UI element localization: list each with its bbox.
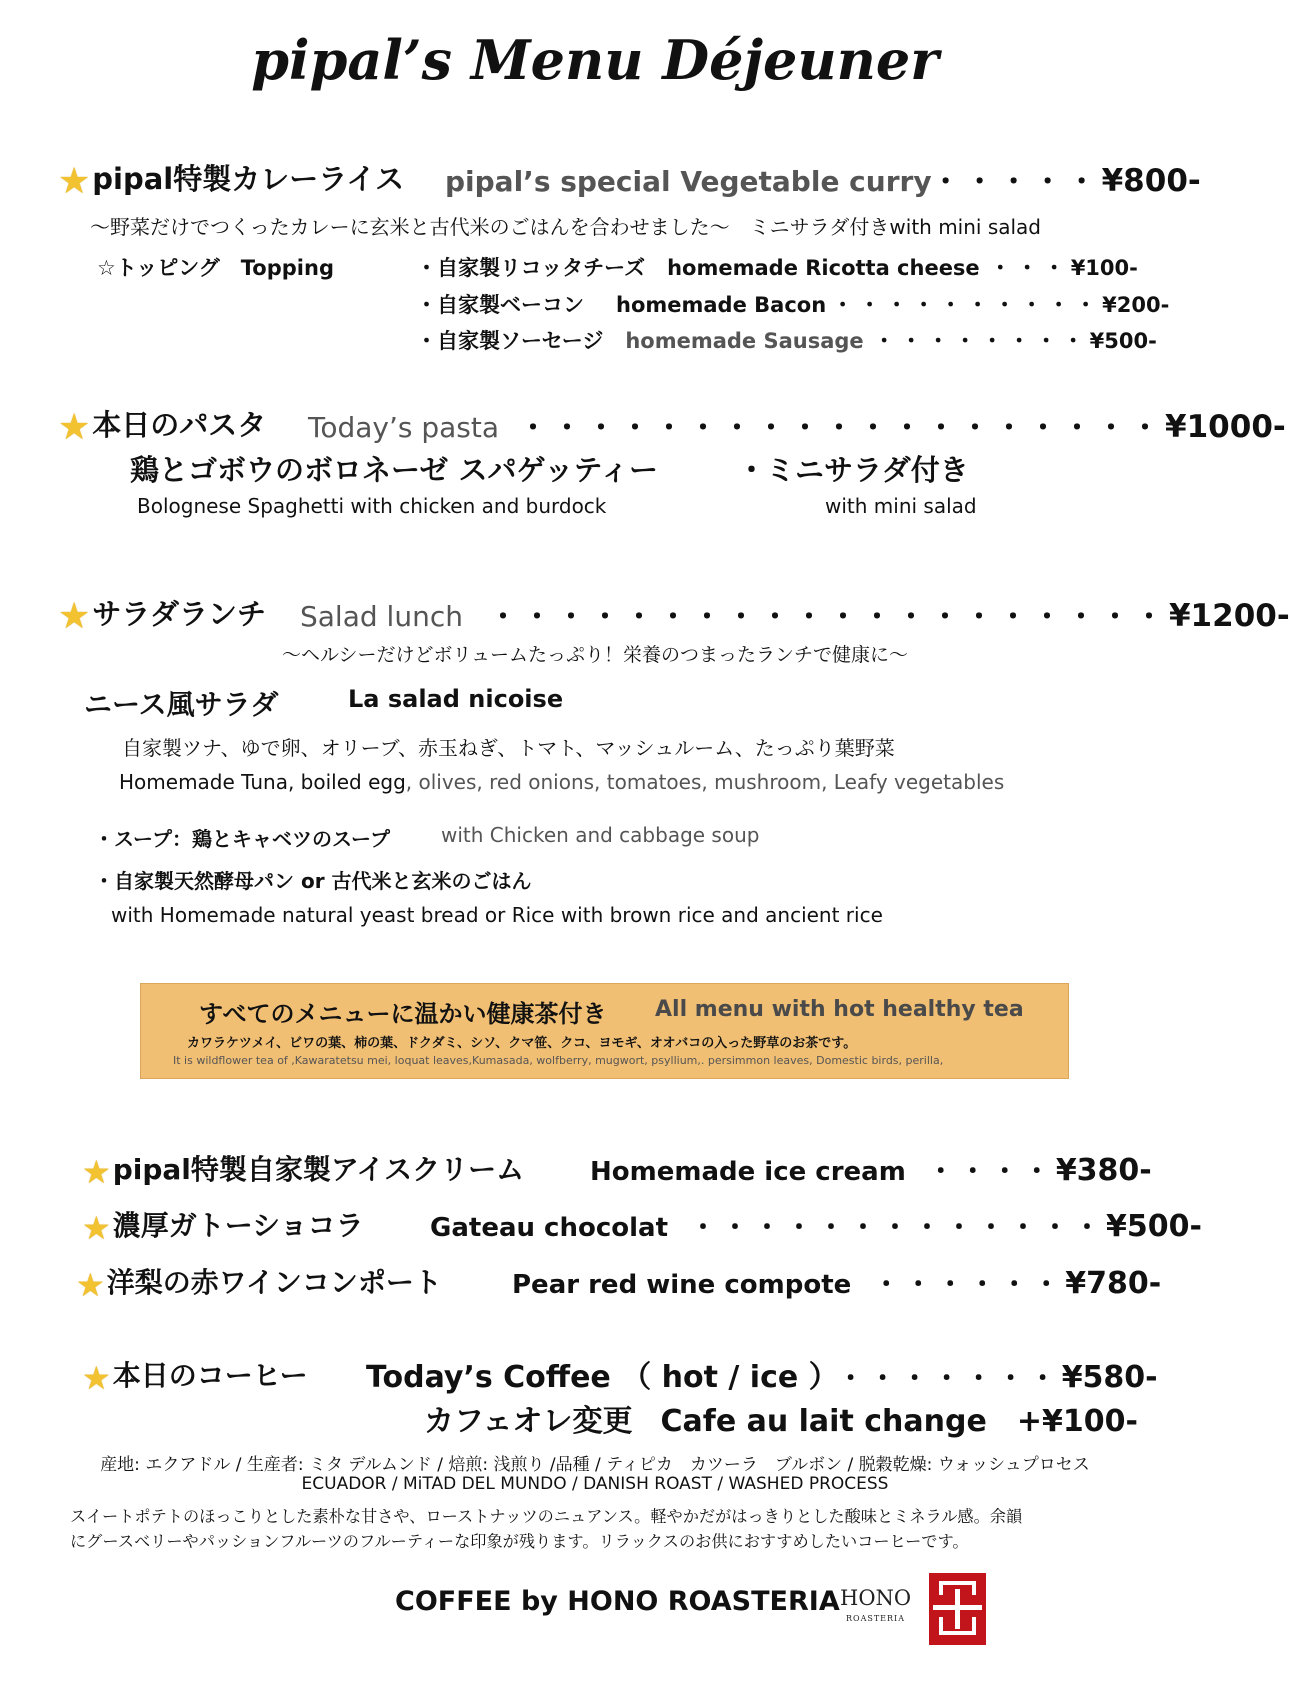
tea-herbs-jp: カワラケツメイ、ビワの葉、柿の葉、ドクダミ、シソ、クマ笹、クコ、ヨモギ、オオバコの入った野草のお茶です。	[187, 1036, 857, 1051]
roaster-credit: COFFEE by HONO ROASTERIA	[395, 1586, 840, 1617]
bread-jp: ・自家製天然酵母パン or 古代米と玄米のごはん	[94, 869, 532, 893]
topping-en: homemade Bacon	[616, 293, 827, 317]
topping-price: ¥500-	[1089, 329, 1157, 353]
coffee-origin-jp: 産地: エクアドル / 生産者: ミタ デルムンド / 焙煎: 浅煎り /品種 / ティピカ カツーラ ブルボン / 脱穀乾燥: ウォッシュプロセス	[100, 1455, 1090, 1475]
dessert-item	[82, 1148, 525, 1191]
salad-description: 〜ヘルシーだけどボリュームたっぷり！栄養のつまったランチで健康に〜	[282, 644, 908, 666]
dessert-jp: 濃厚ガトーショコラ	[112, 1209, 364, 1242]
salad-en-line	[300, 595, 1290, 635]
pasta-dots: ・・・・・・・・・・・・・・・・・・・	[519, 411, 1166, 444]
dessert-en: Homemade ice cream	[590, 1157, 906, 1187]
coffee-change-en: Cafe au lait change	[660, 1404, 987, 1439]
ingredients-en-rest: , olives, red onions, tomatoes, mushroom, Leafy vegetables	[405, 770, 1005, 794]
dessert-en: Pear red wine compote	[512, 1270, 852, 1300]
hono-logo-icon	[929, 1573, 986, 1645]
topping-row	[416, 252, 1138, 282]
dessert-dots: ・・・・	[927, 1157, 1056, 1187]
logo-sub: ROASTERIA	[846, 1614, 905, 1623]
pasta-salad-jp: ・ミニサラダ付き	[737, 453, 969, 487]
soup-en: with Chicken and cabbage soup	[441, 823, 760, 847]
dessert-jp: 洋梨の赤ワインコンポート	[106, 1266, 442, 1299]
coffee-change-jp: カフェオレ変更	[424, 1404, 633, 1439]
tea-en: All menu with hot healthy tea	[655, 997, 1024, 1022]
pasta-heading	[58, 403, 266, 446]
topping-price: ¥100-	[1070, 256, 1138, 280]
dessert-dots: ・・・・・・	[873, 1270, 1066, 1300]
dessert-en: Gateau chocolat	[430, 1213, 668, 1243]
coffee-price: ¥580-	[1061, 1360, 1158, 1395]
dessert-en-line	[430, 1207, 1202, 1244]
topping-price: ¥200-	[1102, 293, 1170, 317]
dessert-price: ¥380-	[1055, 1153, 1152, 1188]
dessert-price: ¥780-	[1065, 1266, 1162, 1301]
star-icon: ★	[82, 1209, 111, 1247]
salad-price: ¥1200-	[1168, 598, 1290, 634]
topping-row	[416, 289, 1169, 319]
coffee-notes-1: スイートポテトのほっこりとした素朴な甘さや、ローストナッツのニュアンス。軽やかだがはっきりとした酸味とミネラル感。余韻	[70, 1507, 1023, 1526]
coffee-jp: 本日のコーヒー	[112, 1359, 308, 1392]
salad-heading	[58, 592, 266, 635]
topping-en: homemade Sausage	[625, 329, 864, 353]
bread-en: with Homemade natural yeast bread or Rice with brown rice and ancient rice	[111, 903, 883, 927]
star-icon: ★	[58, 596, 91, 637]
dessert-en-line	[512, 1264, 1161, 1301]
dessert-dots: ・・・・・・・・・・・・・	[690, 1213, 1107, 1243]
salad-dots: ・・・・・・・・・・・・・・・・・・・・	[488, 600, 1169, 633]
salad-name-en: La salad nicoise	[348, 685, 564, 713]
page-title: pipal’s Menu Déjeuner	[251, 28, 939, 92]
pasta-price: ¥1000-	[1165, 409, 1286, 445]
curry-description: 〜野菜だけでつくったカレーに玄米と古代米のごはんを合わせました〜 ミニサラダ付きwith mini salad	[90, 215, 1042, 239]
salad-en: Salad lunch	[300, 600, 463, 633]
coffee-change-line	[424, 1396, 1138, 1440]
pasta-dish-jp: 鶏とゴボウのボロネーゼ スパゲッティー	[130, 453, 659, 487]
dessert-jp: pipal特製自家製アイスクリーム	[112, 1153, 525, 1186]
dessert-item	[76, 1261, 442, 1304]
ingredients-en-main: Homemade Tuna, boiled egg	[119, 770, 406, 794]
dessert-item	[82, 1204, 364, 1247]
topping-dots: ・・・・・・・・・・	[832, 293, 1103, 317]
curry-jp: pipal特製カレーライス	[92, 162, 405, 196]
coffee-change-price: +¥100-	[1016, 1404, 1138, 1439]
coffee-dots: ・・・・・・・	[837, 1364, 1062, 1394]
star-icon: ★	[76, 1266, 105, 1304]
tea-banner	[140, 983, 1069, 1079]
topping-dots: ・・・	[989, 256, 1071, 280]
curry-en: pipal’s special Vegetable curry	[445, 165, 932, 198]
curry-en-line	[445, 160, 1201, 200]
coffee-en-line	[366, 1352, 1158, 1396]
pasta-en: Today’s pasta	[308, 411, 500, 444]
salad-ingredients-jp: 自家製ツナ、ゆで卵、オリーブ、赤玉ねぎ、トマト、マッシュルーム、たっぷり葉野菜	[122, 736, 895, 760]
topping-dots: ・・・・・・・・	[873, 329, 1090, 353]
topping-jp: ・自家製ベーコン	[416, 293, 584, 317]
star-icon: ★	[82, 1153, 111, 1191]
pasta-en-line	[308, 406, 1286, 446]
coffee-notes-2: にグースベリーやパッションフルーツのフルーティーな印象が残ります。リラックスのお供におすすめしたいコーヒーです。	[70, 1532, 969, 1551]
topping-label: ☆トッピング Topping	[97, 256, 334, 280]
soup-jp: ・スープ：鶏とキャベツのスープ	[94, 827, 390, 851]
coffee-en: Today’s Coffee （ hot / ice ）	[366, 1360, 824, 1395]
pasta-dish-en: Bolognese Spaghetti with chicken and burdock	[137, 494, 607, 518]
logo-word: HONO	[840, 1586, 912, 1610]
curry-price: ¥800-	[1101, 163, 1201, 199]
curry-heading	[58, 157, 404, 200]
coffee-heading	[82, 1354, 308, 1397]
topping-jp: ・自家製ソーセージ	[416, 329, 604, 353]
salad-name-jp: ニース風サラダ	[84, 688, 279, 721]
topping-jp: ・自家製リコッタチーズ	[416, 256, 646, 280]
coffee-origin-en: ECUADOR / MiTAD DEL MUNDO / DANISH ROAST / WASHED PROCESS	[301, 1474, 889, 1494]
dessert-en-line	[590, 1151, 1152, 1188]
tea-herbs-en: It is wildflower tea of ,Kawaratetsu mei, loquat leaves,Kumasada, wolfberry, mugwort, psyllium,. persimmon leaves, Domestic birds, perilla,	[173, 1054, 944, 1067]
salad-ingredients-en	[119, 770, 1004, 794]
salad-jp: サラダランチ	[92, 597, 266, 631]
star-icon: ★	[58, 407, 91, 448]
pasta-jp: 本日のパスタ	[92, 408, 267, 442]
pasta-salad-en: with mini salad	[825, 494, 977, 518]
topping-row	[416, 325, 1157, 355]
star-icon: ★	[82, 1359, 111, 1397]
curry-dots: ・・・・・	[931, 165, 1102, 198]
star-icon: ★	[58, 161, 91, 202]
dessert-price: ¥500-	[1106, 1209, 1202, 1244]
tea-jp: すべてのメニューに温かい健康茶付き	[199, 1000, 607, 1028]
topping-en: homemade Ricotta cheese	[667, 256, 980, 280]
